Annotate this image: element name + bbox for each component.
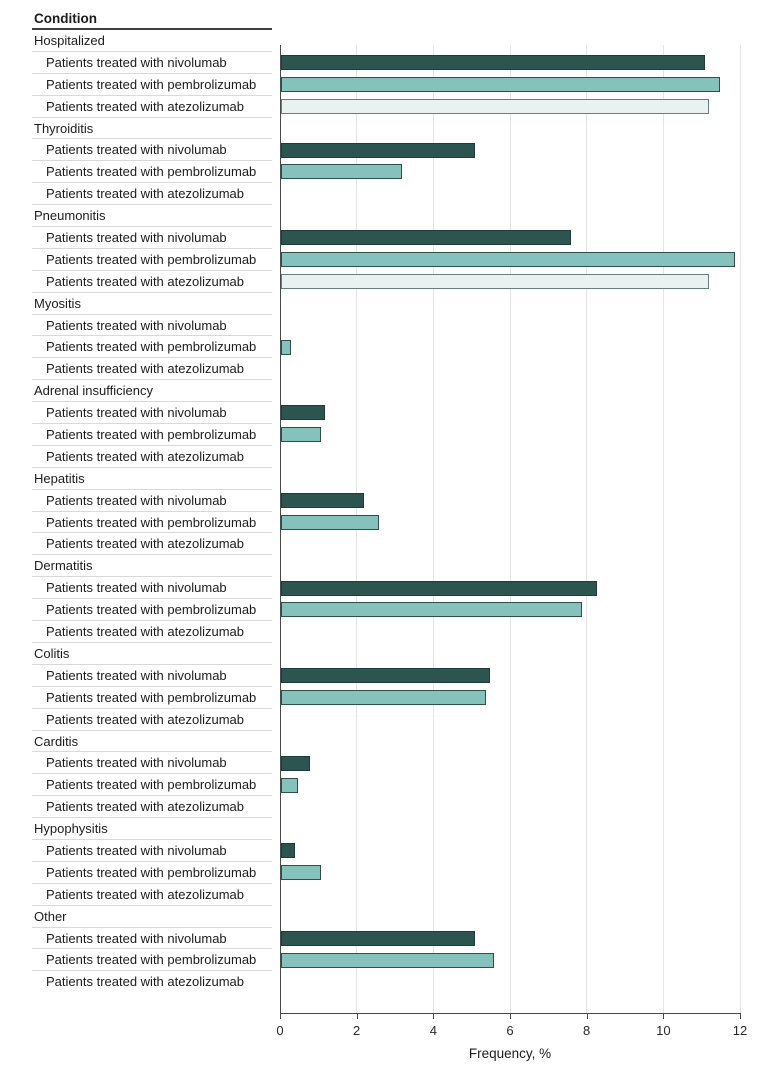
treatment-row-label: Patients treated with atezolizumab <box>32 884 272 906</box>
x-axis-tick-label: 2 <box>353 1023 361 1038</box>
treatment-row-label: Patients treated with atezolizumab <box>32 533 272 555</box>
treatment-row-label: Patients treated with atezolizumab <box>32 621 272 643</box>
bar-nivolumab <box>281 756 310 771</box>
condition-group-label: Myositis <box>32 293 272 315</box>
treatment-row-label: Patients treated with nivolumab <box>32 139 272 161</box>
bar-nivolumab <box>281 405 325 420</box>
bar-nivolumab <box>281 843 295 858</box>
bar-pembrolizumab <box>281 690 486 705</box>
x-axis-tick <box>280 1014 281 1019</box>
treatment-row-label: Patients treated with nivolumab <box>32 315 272 337</box>
bar-atezolizumab <box>281 99 709 114</box>
treatment-row-label: Patients treated with nivolumab <box>32 402 272 424</box>
bar-pembrolizumab <box>281 164 402 179</box>
treatment-row-label: Patients treated with nivolumab <box>32 928 272 950</box>
treatment-row-label: Patients treated with atezolizumab <box>32 358 272 380</box>
x-axis-tick-label: 4 <box>429 1023 437 1038</box>
treatment-row-label: Patients treated with pembrolizumab <box>32 161 272 183</box>
treatment-row-label: Patients treated with nivolumab <box>32 577 272 599</box>
x-axis-tick-label: 12 <box>732 1023 748 1038</box>
gridline-10 <box>663 45 664 1013</box>
bar-pembrolizumab <box>281 865 321 880</box>
treatment-row-label: Patients treated with nivolumab <box>32 52 272 74</box>
gridline-12 <box>740 45 741 1013</box>
condition-group-label: Thyroiditis <box>32 118 272 140</box>
condition-group-label: Colitis <box>32 643 272 665</box>
treatment-row-label: Patients treated with nivolumab <box>32 752 272 774</box>
bar-nivolumab <box>281 493 364 508</box>
condition-group-label: Pneumonitis <box>32 205 272 227</box>
gridline-4 <box>433 45 434 1013</box>
x-axis-tick <box>433 1014 434 1019</box>
x-axis-tick-label: 0 <box>276 1023 284 1038</box>
bar-pembrolizumab <box>281 515 379 530</box>
treatment-row-label: Patients treated with atezolizumab <box>32 183 272 205</box>
condition-group-label: Hepatitis <box>32 468 272 490</box>
x-axis-tick <box>663 1014 664 1019</box>
treatment-row-label: Patients treated with atezolizumab <box>32 96 272 118</box>
treatment-row-label: Patients treated with pembrolizumab <box>32 862 272 884</box>
x-axis-tick <box>587 1014 588 1019</box>
x-axis-tick-label: 10 <box>656 1023 671 1038</box>
x-axis-tick <box>510 1014 511 1019</box>
treatment-row-label: Patients treated with nivolumab <box>32 665 272 687</box>
bar-pembrolizumab <box>281 953 494 968</box>
condition-group-label: Hypophysitis <box>32 818 272 840</box>
x-axis-tick <box>357 1014 358 1019</box>
condition-group-label: Hospitalized <box>32 30 272 52</box>
treatment-row-label: Patients treated with nivolumab <box>32 490 272 512</box>
gridline-6 <box>510 45 511 1013</box>
treatment-row-label: Patients treated with pembrolizumab <box>32 774 272 796</box>
condition-table <box>32 8 272 993</box>
condition-group-label: Other <box>32 906 272 928</box>
bar-pembrolizumab <box>281 340 291 355</box>
treatment-row-label: Patients treated with pembrolizumab <box>32 512 272 534</box>
bar-pembrolizumab <box>281 778 298 793</box>
treatment-row-label: Patients treated with atezolizumab <box>46 974 244 990</box>
treatment-row-label: Patients treated with pembrolizumab <box>32 74 272 96</box>
treatment-row-label: Patients treated with pembrolizumab <box>32 949 272 971</box>
condition-rows <box>32 30 272 993</box>
x-axis-tick <box>740 1014 741 1019</box>
bar-nivolumab <box>281 143 475 158</box>
treatment-row-label: Patients treated with atezolizumab <box>32 271 272 293</box>
bar-nivolumab <box>281 230 571 245</box>
condition-column-header: Condition <box>32 8 272 30</box>
bar-nivolumab <box>281 668 490 683</box>
condition-group-label: Dermatitis <box>32 555 272 577</box>
x-axis-title: Frequency, % <box>468 1046 552 1061</box>
bar-pembrolizumab <box>281 252 735 267</box>
bar-nivolumab <box>281 55 705 70</box>
treatment-row-label: Patients treated with atezolizumab <box>32 446 272 468</box>
bar-nivolumab <box>281 581 597 596</box>
treatment-row-label: Patients treated with atezolizumab <box>32 709 272 731</box>
bar-pembrolizumab <box>281 602 582 617</box>
condition-group-label: Adrenal insufficiency <box>32 380 272 402</box>
bar-nivolumab <box>281 931 475 946</box>
treatment-row-label: Patients treated with pembrolizumab <box>32 249 272 271</box>
bar-pembrolizumab <box>281 427 321 442</box>
treatment-row-label: Patients treated with pembrolizumab <box>32 424 272 446</box>
treatment-row-label: Patients treated with pembrolizumab <box>32 687 272 709</box>
condition-group-label: Carditis <box>32 731 272 753</box>
x-axis-tick-label: 8 <box>583 1023 591 1038</box>
bar-pembrolizumab <box>281 77 720 92</box>
treatment-row-label: Patients treated with atezolizumab <box>32 796 272 818</box>
treatment-row-label: Patients treated with nivolumab <box>32 840 272 862</box>
treatment-row-label: Patients treated with nivolumab <box>32 227 272 249</box>
treatment-row-label: Patients treated with pembrolizumab <box>32 336 272 358</box>
treatment-row-label: Patients treated with pembrolizumab <box>32 599 272 621</box>
bar-atezolizumab <box>281 274 709 289</box>
bar-chart-plot-area <box>280 45 740 1013</box>
x-axis-tick-label: 6 <box>506 1023 514 1038</box>
gridline-8 <box>586 45 587 1013</box>
